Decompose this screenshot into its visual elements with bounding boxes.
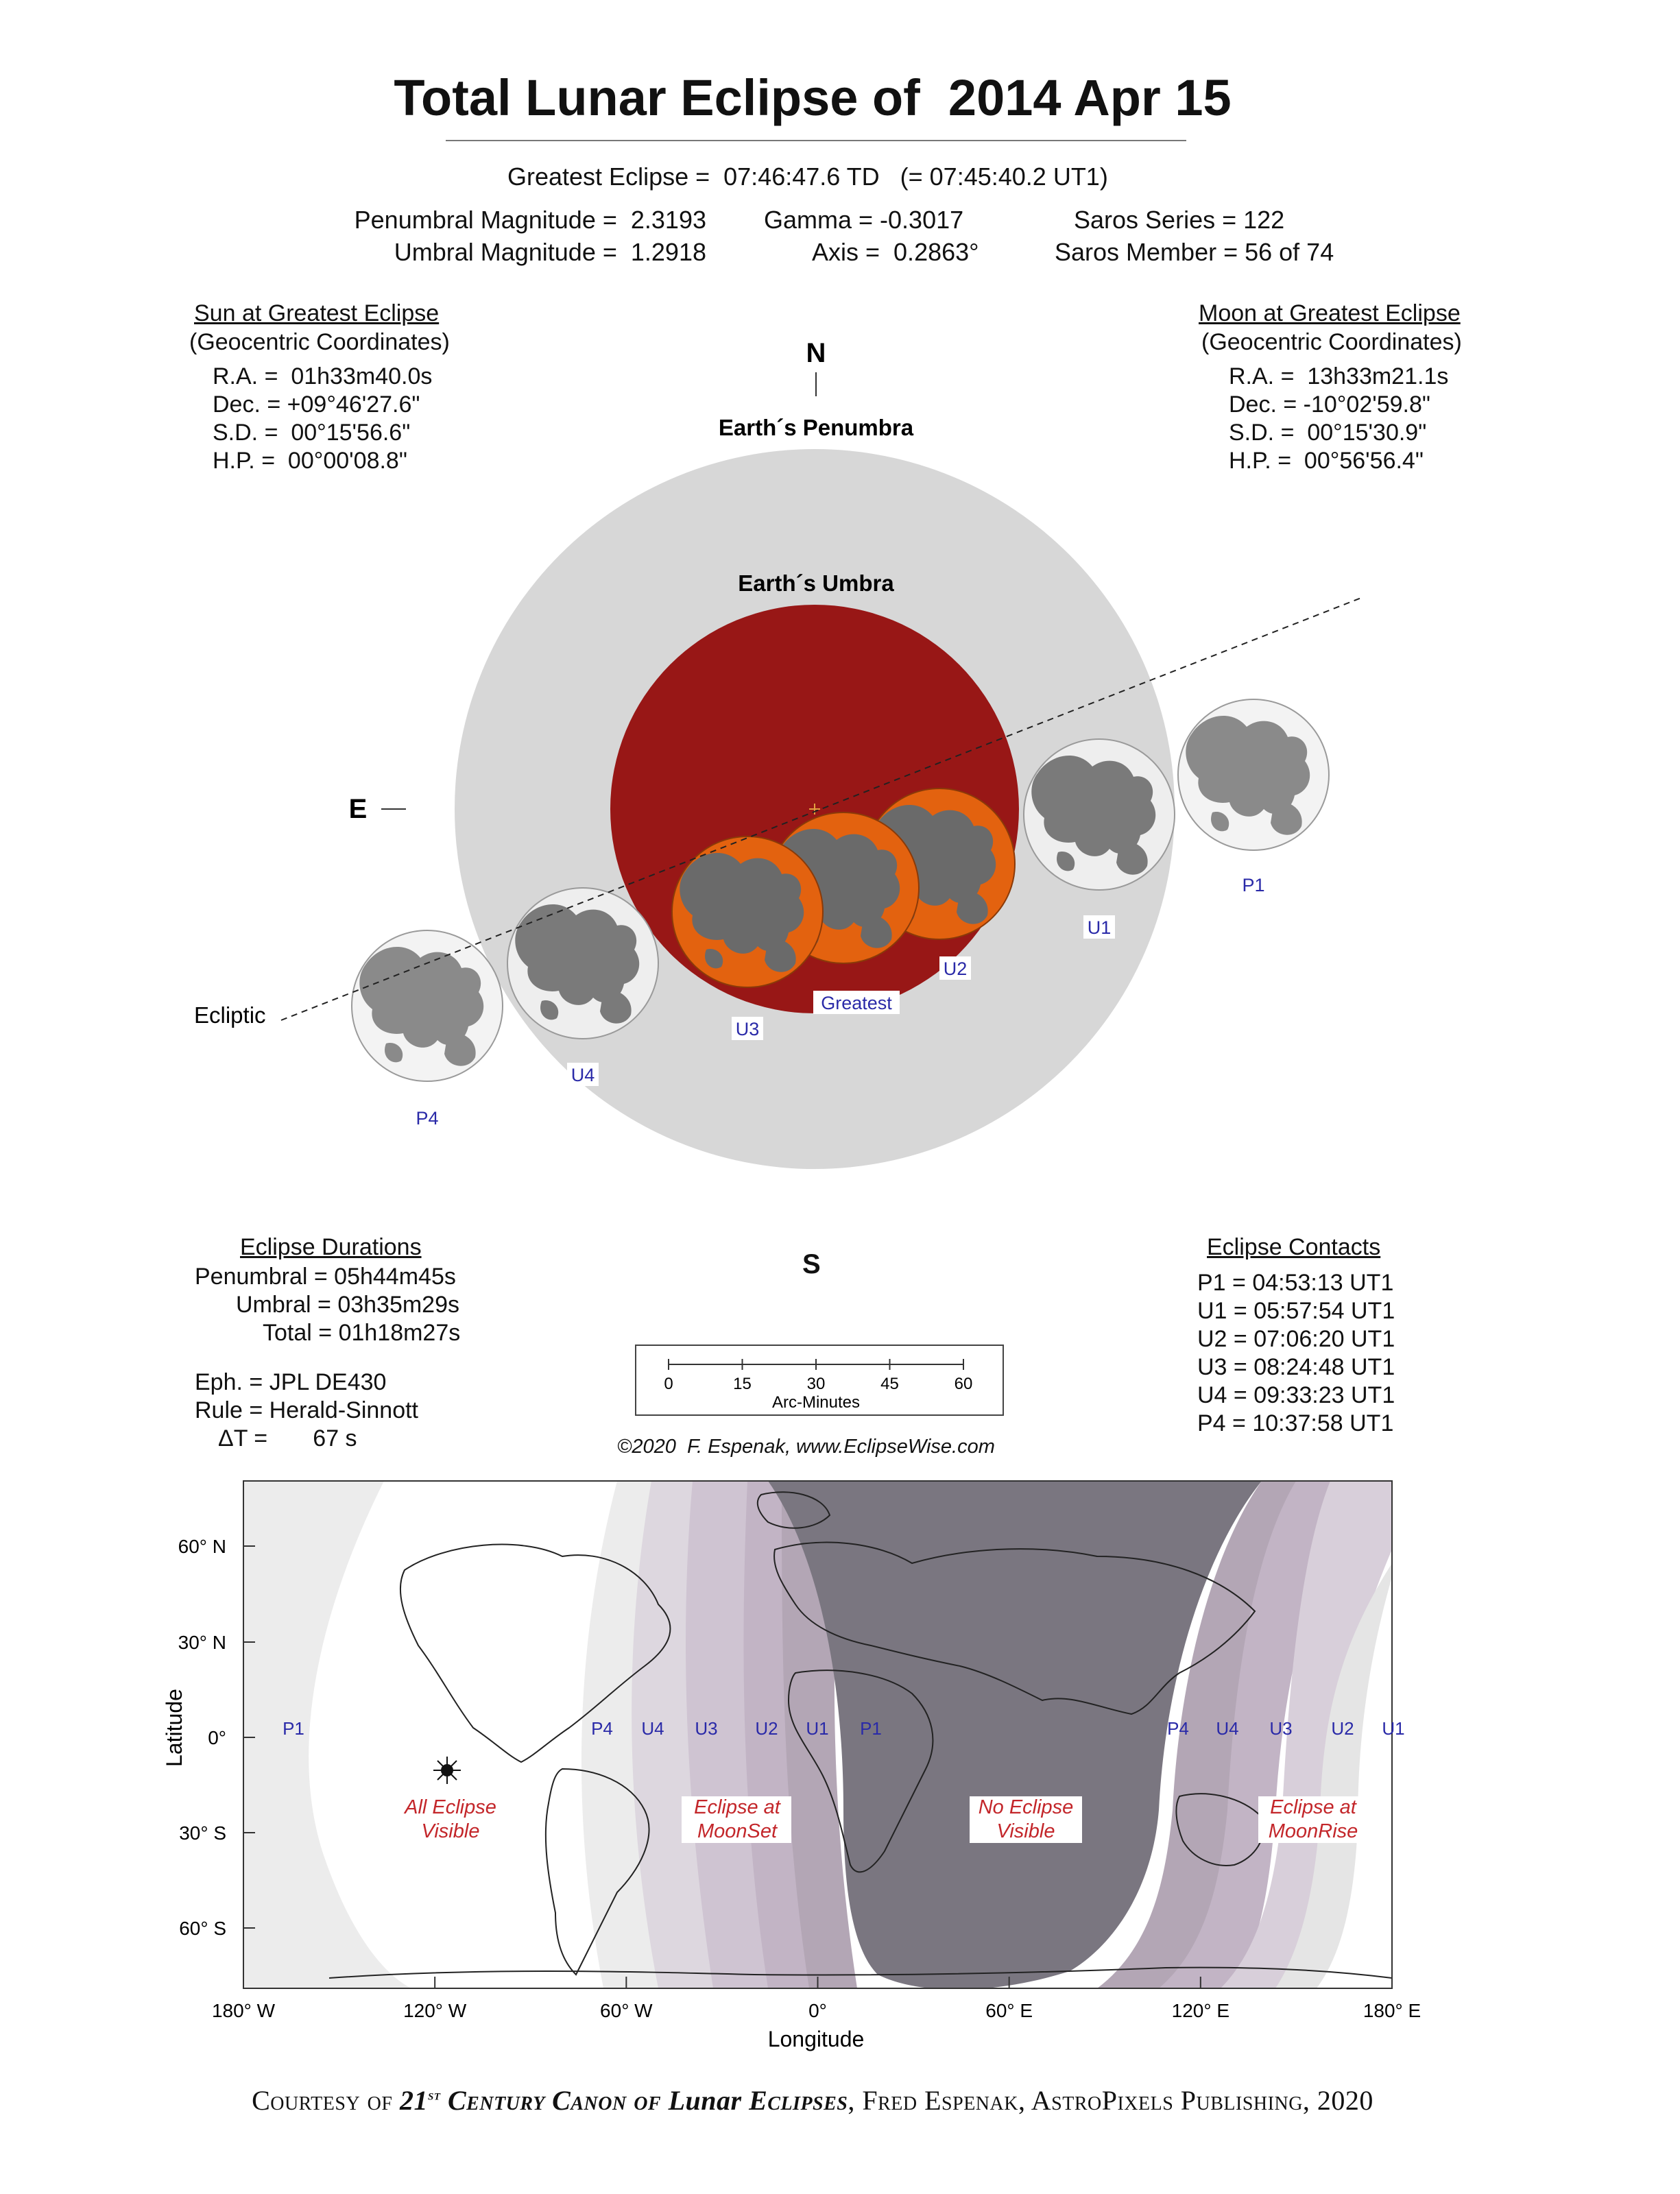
footer-book-rest: Century Canon of: [440, 2085, 669, 2116]
sun-dec: Dec. = +09°46'27.6": [213, 391, 420, 418]
region-all-line1: All Eclipse: [405, 1796, 496, 1818]
region-none-line1: No Eclipse: [978, 1796, 1074, 1818]
rule: Rule = Herald-Sinnott: [195, 1397, 419, 1423]
durations-heading: Eclipse Durations: [240, 1234, 422, 1260]
label-u4: U4: [571, 1065, 595, 1085]
sun-sd: S.D. = 00°15'56.6": [213, 420, 411, 446]
label-p4: P4: [416, 1108, 439, 1129]
contact-p1: P1 = 04:53:13 UT1: [1197, 1270, 1394, 1296]
lon-tick-label: 120° E: [1171, 2000, 1230, 2021]
lon-tick-label: 180° E: [1363, 2000, 1421, 2021]
duration-umbral: Umbral = 03h35m29s: [236, 1292, 460, 1318]
east-label: E: [348, 794, 368, 824]
lat-tick-label: 30° N: [178, 1632, 226, 1653]
map-right-u3: U3: [1269, 1718, 1293, 1739]
sun-hp: H.P. = 00°00'08.8": [213, 448, 407, 474]
map-right-u4: U4: [1216, 1718, 1239, 1739]
contact-u4: U4 = 09:33:23 UT1: [1197, 1382, 1395, 1408]
map-left-u2: U2: [755, 1718, 778, 1739]
moon-p4: [352, 930, 503, 1081]
saros-member: Saros Member = 56 of 74: [1055, 238, 1334, 266]
contact-u1: U1 = 05:57:54 UT1: [1197, 1298, 1395, 1324]
delta-t: ΔT = 67 s: [218, 1425, 357, 1451]
region-moonset-line1: Eclipse at: [694, 1796, 780, 1818]
umbral-magnitude: Umbral Magnitude = 1.2918: [394, 238, 706, 266]
axis-value: Axis = 0.2863°: [812, 238, 979, 266]
lat-tick-label: 0°: [208, 1727, 226, 1748]
north-label: N: [806, 338, 826, 368]
sun-heading: Sun at Greatest Eclipse: [194, 300, 440, 326]
scale-tick-label: 30: [806, 1375, 826, 1393]
moon-sd: S.D. = 00°15'30.9": [1229, 420, 1427, 446]
scale-label: Arc-Minutes: [771, 1393, 861, 1412]
sun-ra: R.A. = 01h33m40.0s: [213, 363, 433, 389]
footer-tail: , Fred Espenak, AstroPixels Publishing, 2020: [848, 2085, 1373, 2116]
lon-tick-label: 60° E: [985, 2000, 1033, 2021]
map-right-u2: U2: [1331, 1718, 1354, 1739]
moon-u1: [1024, 739, 1175, 890]
label-u3: U3: [735, 1019, 760, 1039]
map-right-p4: P4: [1167, 1718, 1189, 1739]
umbra-label: Earth´s Umbra: [738, 570, 894, 596]
map-left-p1-right: P1: [860, 1718, 882, 1739]
moon-coords-note: (Geocentric Coordinates): [1201, 329, 1462, 355]
moon-dec: Dec. = -10°02'59.8": [1229, 391, 1430, 418]
moon-heading: Moon at Greatest Eclipse: [1199, 300, 1461, 326]
ecliptic-label: Ecliptic: [194, 1002, 266, 1028]
world-map: [0, 1467, 1680, 2071]
moon-hp: H.P. = 00°56'56.4": [1229, 448, 1424, 474]
contacts-heading: Eclipse Contacts: [1207, 1234, 1381, 1260]
lat-tick-label: 60° N: [178, 1536, 226, 1557]
footer-book-end: Eclipses: [741, 2085, 848, 2116]
lat-tick-label: 30° S: [179, 1822, 226, 1844]
duration-total: Total = 01h18m27s: [263, 1320, 461, 1346]
scale-tick-label: 45: [880, 1375, 899, 1393]
south-label: S: [802, 1249, 821, 1279]
credit-line: ©2020 F. Espenak, www.EclipseWise.com: [617, 1436, 995, 1458]
map-left-u1: U1: [806, 1718, 829, 1739]
map-xlabel: Longitude: [767, 2027, 865, 2051]
sun-coords-note: (Geocentric Coordinates): [189, 329, 450, 355]
region-moonrise-line1: Eclipse at: [1270, 1796, 1356, 1818]
map-left-u3: U3: [695, 1718, 718, 1739]
saros-series: Saros Series = 122: [1074, 206, 1285, 234]
contact-u2: U2 = 07:06:20 UT1: [1197, 1326, 1395, 1352]
footer-credit: [0, 2084, 1625, 2117]
lon-tick-label: 60° W: [600, 2000, 653, 2021]
footer-courtesy: Courtesy of: [252, 2085, 400, 2116]
duration-penumbral: Penumbral = 05h44m45s: [195, 1264, 456, 1290]
penumbral-magnitude: Penumbral Magnitude = 2.3193: [354, 206, 706, 234]
ephemeris: Eph. = JPL DE430: [195, 1369, 387, 1395]
moon-p1: [1178, 699, 1329, 850]
region-moonrise-line2: MoonRise: [1268, 1820, 1358, 1842]
contact-u3: U3 = 08:24:48 UT1: [1197, 1354, 1395, 1380]
moon-u4: [507, 888, 658, 1039]
scale-tick-label: 60: [954, 1375, 973, 1393]
page-title: Total Lunar Eclipse of 2014 Apr 15: [394, 69, 1232, 126]
scale-tick-label: 0: [664, 1375, 673, 1393]
map-left-p4: P4: [591, 1718, 613, 1739]
footer-book-sup: st: [427, 2086, 441, 2103]
lon-tick-label: 180° W: [211, 2000, 276, 2021]
gamma-value: Gamma = -0.3017: [764, 206, 964, 234]
sun-symbol: [433, 1757, 461, 1784]
contact-p4: P4 = 10:37:58 UT1: [1197, 1410, 1394, 1436]
footer-book-lunar: Lunar: [668, 2085, 742, 2116]
map-ylabel: Latitude: [162, 1689, 187, 1767]
lon-tick-label: 0°: [808, 2000, 827, 2021]
label-u2: U2: [943, 959, 968, 979]
region-all-line2: Visible: [421, 1820, 480, 1842]
label-greatest: Greatest: [821, 993, 892, 1013]
lon-tick-label: 120° W: [403, 2000, 467, 2021]
moon-ra: R.A. = 13h33m21.1s: [1229, 363, 1449, 389]
footer-book-num: 21: [399, 2085, 428, 2116]
lat-tick-label: 60° S: [179, 1918, 226, 1939]
greatest-eclipse-time: Greatest Eclipse = 07:46:47.6 TD (= 07:45:40.2 UT1): [507, 162, 1108, 191]
map-right-u1: U1: [1382, 1718, 1405, 1739]
label-u1: U1: [1087, 917, 1112, 938]
scale-tick-label: 15: [733, 1375, 752, 1393]
region-moonset-line2: MoonSet: [697, 1820, 778, 1842]
penumbra-label: Earth´s Penumbra: [718, 415, 914, 440]
map-left-u4: U4: [641, 1718, 664, 1739]
arc-scale: [634, 1344, 1005, 1433]
map-left-p1: P1: [283, 1718, 304, 1739]
label-p1: P1: [1242, 875, 1265, 895]
region-none-line2: Visible: [996, 1820, 1055, 1842]
